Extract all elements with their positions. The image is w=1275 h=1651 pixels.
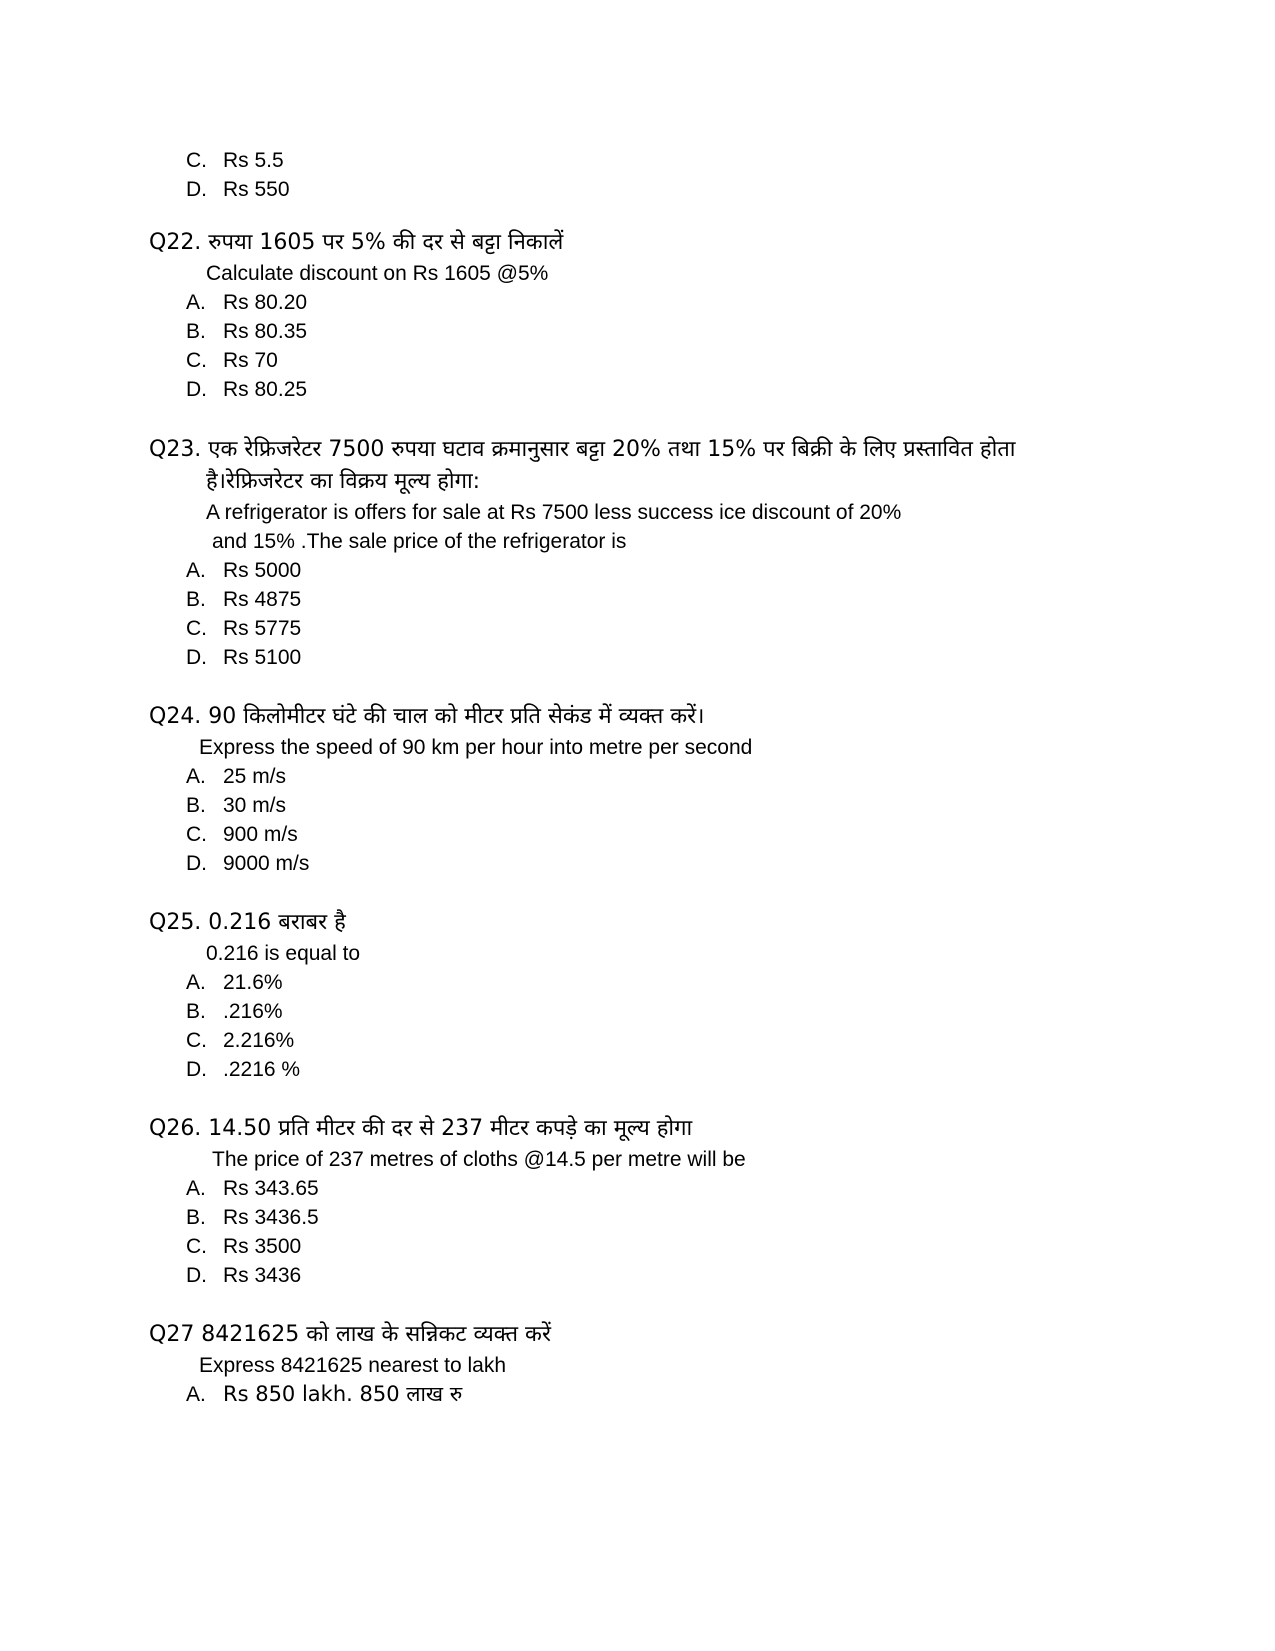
question-english: A refrigerator is offers for sale at Rs 7500 less success ice discount of 20% [206, 501, 902, 524]
option-letter: D. [186, 646, 207, 669]
option-c [186, 1026, 1149, 1055]
option-text: Rs 5775 [223, 617, 302, 640]
question-25 [149, 907, 1149, 1084]
option-letter: A. [186, 559, 206, 582]
option-d [186, 849, 1149, 878]
question-hindi: Q26. 14.50 प्रति मीटर की दर से 237 मीटर कपड़े का मूल्य होगा [149, 1116, 693, 1141]
option-letter: C. [186, 349, 207, 372]
option-letter: D. [186, 1058, 207, 1081]
option-letter: B. [186, 1000, 206, 1023]
option-text: Rs 80.25 [223, 378, 308, 401]
option-a [186, 288, 1149, 317]
question-hindi: Q23. एक रेफ्रिजरेटर 7500 रुपया घटाव क्रमानुसार बट्टा 20% तथा 15% पर बिक्री के लिए प्रस्तावित होता [149, 437, 1016, 462]
option-letter: A. [186, 291, 206, 314]
option-c [186, 614, 1149, 643]
question-hindi: Q24. 90 किलोमीटर घंटे की चाल को मीटर प्रति सेकंड में व्यक्त करें। [149, 704, 705, 729]
question-27 [149, 1319, 1149, 1409]
question-hindi: Q25. 0.216 बराबर है [149, 910, 346, 935]
option-b [186, 997, 1149, 1026]
option-d [186, 1261, 1149, 1290]
option-a [186, 556, 1149, 585]
option-letter: C. [186, 1235, 207, 1258]
options-list [149, 288, 1149, 404]
option-c [186, 346, 1149, 375]
option-text: .216% [223, 1000, 283, 1023]
option-letter: B. [186, 794, 206, 817]
option-text: Rs 850 lakh. 850 लाख रु [223, 1382, 463, 1406]
option-letter: B. [186, 1206, 206, 1229]
option-d [186, 375, 1149, 404]
question-english: The price of 237 metres of cloths @14.5 per metre will be [212, 1148, 746, 1171]
option-letter: D. [186, 852, 207, 875]
option-letter: C. [186, 823, 207, 846]
option-letter: C. [186, 1029, 207, 1052]
question-22 [149, 227, 1149, 404]
options-list [149, 1380, 1149, 1409]
option-c [186, 146, 290, 175]
option-text: Rs 80.20 [223, 291, 308, 314]
option-text: Rs 5100 [223, 646, 302, 669]
option-text: Rs 3436.5 [223, 1206, 319, 1229]
option-d [186, 643, 1149, 672]
option-text: Rs 3500 [223, 1235, 302, 1258]
option-letter: A. [186, 1383, 206, 1406]
option-text: Rs 3436 [223, 1264, 302, 1287]
question-english: Express the speed of 90 km per hour into metre per second [199, 736, 753, 759]
options-list [149, 968, 1149, 1084]
question-hindi-continued: है।रेफ्रिजरेटर का विक्रय मूल्य होगा: [206, 469, 481, 494]
option-text: 21.6% [223, 971, 283, 994]
option-letter: A. [186, 1177, 206, 1200]
question-english-continued: and 15% .The sale price of the refrigerator is [212, 530, 627, 553]
question-26 [149, 1113, 1149, 1290]
option-letter: B. [186, 588, 206, 611]
option-text: 9000 m/s [223, 852, 310, 875]
option-b [186, 791, 1149, 820]
option-letter: C. [186, 149, 207, 172]
option-letter: D. [186, 378, 207, 401]
option-a [186, 1174, 1149, 1203]
option-letter: B. [186, 320, 206, 343]
question-english: Express 8421625 nearest to lakh [199, 1354, 507, 1377]
option-a [186, 1380, 1149, 1409]
option-text: Rs 4875 [223, 588, 302, 611]
options-list [149, 556, 1149, 672]
option-b [186, 317, 1149, 346]
question-23 [149, 434, 1149, 672]
option-b [186, 585, 1149, 614]
option-text: Rs 70 [223, 349, 278, 372]
option-text: 2.216% [223, 1029, 295, 1052]
option-text: Rs 5.5 [223, 149, 284, 172]
option-text: Rs 5000 [223, 559, 302, 582]
option-d [186, 175, 290, 204]
option-c [186, 820, 1149, 849]
option-letter: D. [186, 1264, 207, 1287]
option-text: .2216 % [223, 1058, 301, 1081]
question-hindi: Q27 8421625 को लाख के सन्निकट व्यक्त करें [149, 1322, 551, 1347]
option-c [186, 1232, 1149, 1261]
option-letter: C. [186, 617, 207, 640]
option-text: Rs 343.65 [223, 1177, 319, 1200]
option-text: Rs 80.35 [223, 320, 308, 343]
option-a [186, 762, 1149, 791]
option-text: 900 m/s [223, 823, 298, 846]
options-list [149, 1174, 1149, 1290]
option-a [186, 968, 1149, 997]
option-text: Rs 550 [223, 178, 290, 201]
question-24 [149, 701, 1149, 878]
option-letter: A. [186, 765, 206, 788]
question-english: Calculate discount on Rs 1605 @5% [206, 262, 549, 285]
option-b [186, 1203, 1149, 1232]
question-hindi: Q22. रुपया 1605 पर 5% की दर से बट्टा निकालें [149, 230, 564, 255]
option-text: 25 m/s [223, 765, 287, 788]
option-letter: A. [186, 971, 206, 994]
option-letter: D. [186, 178, 207, 201]
carryover-options [186, 146, 290, 204]
option-text: 30 m/s [223, 794, 287, 817]
options-list [149, 762, 1149, 878]
option-d [186, 1055, 1149, 1084]
question-english: 0.216 is equal to [206, 942, 361, 965]
